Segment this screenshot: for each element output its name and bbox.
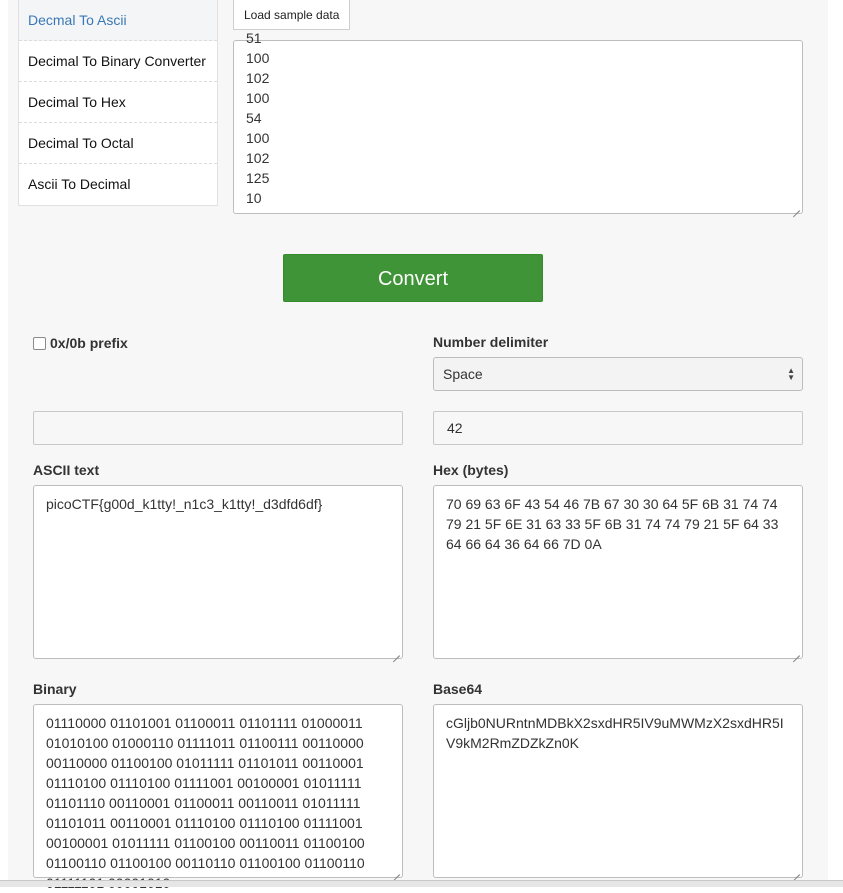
prefix-label: 0x/0b prefix — [50, 335, 128, 351]
input-line: 100 — [246, 130, 270, 146]
load-sample-data-button[interactable]: Load sample data — [233, 0, 350, 30]
base64-output[interactable] — [433, 704, 803, 878]
binary-value: 01110000 01101001 01100011 01101111 01000011 01010100 01000110 01111011 01100111 00110000 00110000 01100100 01011111 01101011 00110001 01110100 01110100 01111001 00100001 01011111 01101110 00110001 01100011 00110011 01011111 01101011 00110001 01110100 01110100 01111001 00100001 01011111 01100100 00110011 01100100 01100110 01100100 00110110 01100100 01100110 — [46, 715, 365, 871]
sidebar-item-ascii-to-decimal[interactable]: Ascii To Decimal — [28, 176, 131, 192]
resize-handle-icon[interactable] — [392, 648, 400, 656]
input-line: 10 — [246, 190, 262, 206]
input-line: 100 — [246, 90, 270, 106]
input-line: 102 — [246, 150, 270, 166]
binary-label: Binary — [33, 681, 77, 697]
input-line: 125 — [246, 170, 270, 186]
resize-handle-icon[interactable] — [392, 867, 400, 875]
base64-label: Base64 — [433, 681, 483, 697]
delimiter-select-value: Space — [443, 366, 483, 382]
delimiter-select[interactable] — [433, 357, 803, 391]
sidebar-item-decimal-to-ascii[interactable]: Decmal To Ascii — [19, 0, 217, 41]
delimiter-label: Number delimiter — [433, 334, 549, 350]
resize-handle-icon[interactable] — [792, 648, 800, 656]
input-line: 51 — [246, 30, 262, 46]
hex-bytes-label: Hex (bytes) — [433, 462, 509, 478]
binary-output[interactable] — [33, 704, 403, 878]
base64-value: cGljb0NURntnMDBkX2sxdHR5IV9uMWMzX2sxdHR5IV9kM2RmZDZkZn0K — [446, 715, 784, 751]
resize-handle-icon[interactable] — [792, 867, 800, 875]
select-arrows-icon: ▲ ▼ — [787, 366, 795, 382]
sidebar — [18, 0, 218, 206]
ascii-text-value: picoCTF{g00d_k1tty!_n1c3_k1tty!_d3dfd6df} — [46, 496, 323, 512]
hex-bytes-value: 70 69 63 6F 43 54 46 7B 67 30 30 64 5F 6B 31 74 74 79 21 5F 6E 31 63 33 5F 6B 31 74 74 79 21 5F 64 33 64 66 64 36 64 66 7D 0A — [446, 496, 779, 552]
prefix-option — [33, 335, 128, 351]
ascii-text-output[interactable] — [33, 485, 403, 659]
decimal-input-textarea[interactable] — [233, 30, 803, 214]
hex-bytes-output[interactable] — [433, 485, 803, 659]
input-line: 54 — [246, 110, 262, 126]
sidebar-item-decimal-to-octal[interactable]: Decimal To Octal — [19, 123, 217, 164]
character-count-field[interactable]: 42 — [433, 411, 803, 445]
sidebar-item-decimal-to-hex[interactable]: Decimal To Hex — [19, 82, 217, 123]
input-line: 100 — [246, 50, 270, 66]
sidebar-item-decimal-to-binary[interactable]: Decimal To Binary Converter — [19, 41, 217, 82]
prefix-checkbox[interactable] — [33, 337, 46, 350]
ascii-text-label: ASCII text — [33, 462, 100, 478]
convert-button[interactable]: Convert — [283, 254, 543, 302]
resize-handle-icon[interactable] — [792, 203, 800, 211]
window-bottom-edge — [0, 880, 843, 887]
input-line: 102 — [246, 70, 270, 86]
prefix-field[interactable] — [33, 411, 403, 445]
